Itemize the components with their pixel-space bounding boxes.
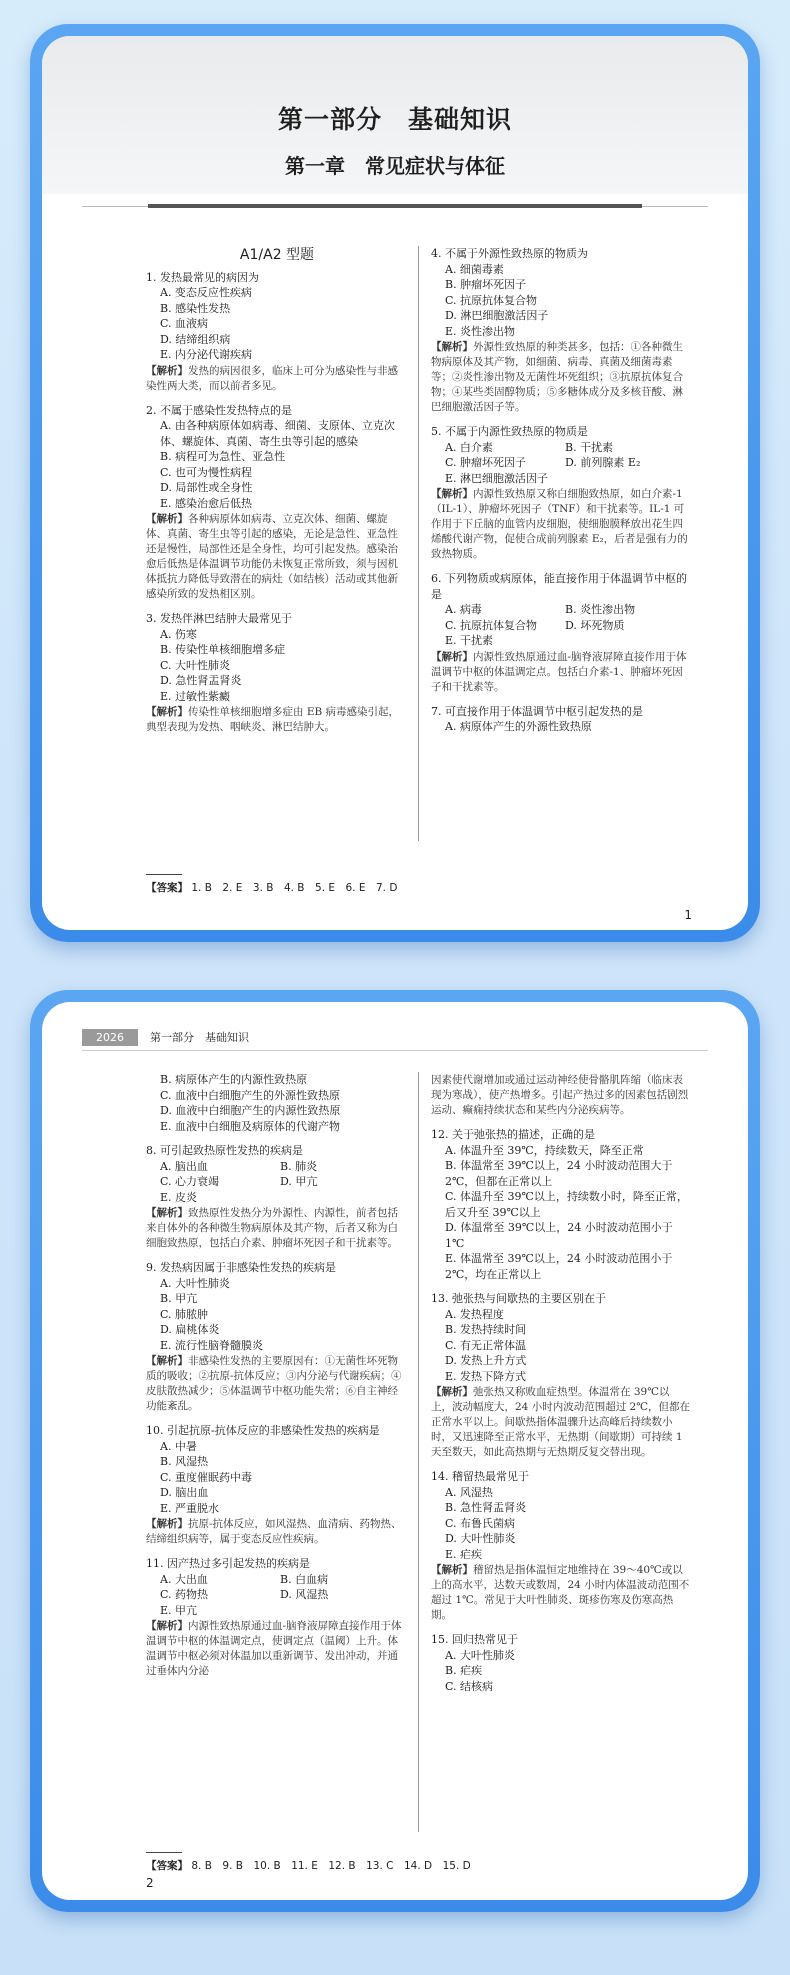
answer-option: A. 脑出血 [160, 1159, 208, 1173]
answer-option: C. 有无正常体温 [445, 1338, 527, 1352]
analysis-label: 【解析】 [146, 364, 188, 377]
answer-option: C. 药物热 [160, 1588, 209, 1601]
analysis-label: 【解析】 [146, 1620, 188, 1632]
answer-option: D. 大叶性肺炎 [445, 1532, 516, 1545]
running-header [82, 1026, 708, 1048]
left-column [146, 246, 418, 841]
option-row [431, 440, 690, 456]
answer-option: E. 炎性渗出物 [445, 324, 516, 338]
analysis-text: 非感染性发热的主要原因有：①无菌性坏死物质的吸收；②抗原-抗体反应；③内分泌与代谢疾病；④皮肤散热减少；⑤体温调节中枢功能失常；⑥自主神经功能紊乱。 [146, 1355, 402, 1412]
page-header [42, 36, 748, 194]
answer-option: D. 淋巴细胞激活因子 [445, 309, 549, 322]
answer-option: B. 疟疾 [445, 1664, 483, 1677]
answer-option: E. 流行性脑脊髓膜炎 [160, 1338, 264, 1352]
question-block [431, 1127, 690, 1282]
answer-option: D. 急性肾盂肾炎 [160, 674, 242, 687]
question-block [146, 1143, 408, 1251]
running-head-title: 第一部分 基础知识 [150, 1031, 249, 1044]
question-stem: 9. 发热病因属于非感染性发热的疾病是 [146, 1261, 336, 1274]
answer-analysis [431, 487, 690, 562]
answer-option: C. 体温升至 39℃以上，持续数小时，降至正常，后又升至 39℃以上 [445, 1190, 688, 1219]
answer-option: C. 也可为慢性病程 [160, 465, 253, 479]
analysis-label: 【解析】 [431, 1564, 473, 1576]
page-number: 2 [146, 1876, 154, 1890]
answer-option: A. 中暑 [160, 1439, 197, 1453]
answer-option: D. 扁桃体炎 [160, 1323, 220, 1336]
answer-analysis [431, 340, 690, 415]
question-stem: 12. 关于弛张热的描述，正确的是 [431, 1128, 595, 1141]
answer-option: D. 前列腺素 E₂ [565, 456, 641, 469]
question-stem: 3. 发热伴淋巴结肿大最常见于 [146, 612, 292, 625]
answer-option: B. 干扰素 [565, 440, 614, 454]
answer-option: D. 局部性或全身性 [160, 481, 253, 494]
answer-option: C. 心力衰竭 [160, 1175, 220, 1188]
question-block [146, 611, 408, 735]
answer-option: B. 急性肾盂肾炎 [445, 1501, 527, 1514]
answer-option: B. 肺炎 [280, 1159, 318, 1173]
question-block [431, 571, 690, 695]
option-row [431, 455, 690, 471]
answer-option: B. 风湿热 [160, 1455, 209, 1468]
answer-label: 【答案】 [146, 1860, 188, 1872]
answer-option: B. 甲亢 [160, 1292, 198, 1305]
answer-option: E. 皮炎 [160, 1190, 198, 1204]
right-column [418, 1072, 690, 1832]
question-stem: 13. 弛张热与间歇热的主要区别在于 [431, 1292, 606, 1305]
answer-option: C. 布鲁氏菌病 [445, 1516, 516, 1530]
answer-option: D. 结缔组织病 [160, 332, 231, 346]
answer-option: D. 甲亢 [280, 1175, 318, 1188]
analysis-text: 内源性致热原通过血-脑脊液屏障直接作用于体温调节中枢的体温调定点。包括白介素-1、肿瘤坏死因子和干扰素等。 [431, 650, 687, 693]
answer-key [146, 874, 397, 895]
answer-option: B. 炎性渗出物 [565, 603, 636, 616]
answer-label: 【答案】 [146, 882, 188, 894]
analysis-text: 外源性致热原的种类甚多，包括：①各种微生物病原体及其产物，如细菌、病毒、真菌及细菌毒素等；②炎性渗出物及无菌性坏死组织；③抗原抗体复合物；④某些类固醇物质；⑤多糖体成分及多核苷酸、淋巴细胞激活因子等。 [431, 341, 683, 413]
left-questions [146, 1072, 408, 1679]
question-stem: 5. 不属于内源性致热原的物质是 [431, 425, 588, 438]
answer-option: B. 白血病 [280, 1572, 329, 1586]
option-row [431, 602, 690, 618]
question-stem: 15. 回归热常见于 [431, 1633, 518, 1646]
answer-option: B. 发热持续时间 [445, 1323, 527, 1336]
question-block [431, 246, 690, 415]
answer-option: C. 血液病 [160, 317, 209, 330]
answer-option: C. 大叶性肺炎 [160, 658, 231, 672]
option-row [146, 1159, 408, 1175]
answer-analysis [146, 1206, 408, 1251]
question-stem: 1. 发热最常见的病因为 [146, 270, 259, 284]
question-stem: 6. 下列物质或病原体，能直接作用于体温调节中枢的是 [431, 572, 687, 601]
answer-option: E. 血液中白细胞及病原体的代谢产物 [160, 1119, 341, 1133]
answer-option: A. 变态反应性疾病 [160, 286, 252, 299]
question-block [431, 1073, 690, 1118]
answer-option: E. 内分泌代谢疾病 [160, 348, 253, 361]
answer-option: B. 传染性单核细胞增多症 [160, 643, 286, 656]
option-row [146, 1572, 408, 1588]
answer-list: 8. B 9. B 10. B 11. E 12. B 13. C 14. D 15. D [191, 1860, 471, 1872]
answer-option: A. 病原体产生的外源性致热原 [445, 720, 592, 733]
analysis-text: 发热的病因很多，临床上可分为感染性与非感染性两大类，而以前者多见。 [146, 364, 398, 392]
page-number: 1 [684, 908, 692, 922]
section-title: A1/A2 型题 [239, 247, 315, 263]
question-block [431, 1632, 690, 1694]
analysis-text: 各种病原体如病毒、立克次体、细菌、螺旋体、真菌、寄生虫等引起的感染，无论是急性、亚急性还是慢性，局部性还是全身性，均可引起发热。感染治愈后低热是体温调节功能仍未恢复正常所致，须与因机体抵抗力降低导致潜在的病灶（如结核）活动或其他新感染所致的发热相区别。 [146, 513, 398, 600]
page-frame-2 [30, 990, 760, 1912]
answer-option: D. 坏死物质 [565, 618, 625, 632]
answer-option: A. 体温升至 39℃，持续数天，降至正常 [445, 1143, 644, 1157]
question-columns [146, 1072, 706, 1832]
question-columns [146, 246, 706, 841]
analysis-label: 【解析】 [146, 513, 188, 525]
analysis-text: 稽留热是指体温恒定地维持在 39～40℃或以上的高水平，达数天或数周，24 小时内体温波动范围不超过 1℃。常见于大叶性肺炎、斑疹伤寒及伤寒高热期。 [431, 1564, 690, 1621]
question-stem: 10. 引起抗原-抗体反应的非感染性发热的疾病是 [146, 1424, 380, 1437]
question-block [431, 1469, 690, 1623]
question-block [146, 1556, 408, 1679]
answer-option: E. 疟疾 [445, 1547, 483, 1561]
answer-list: 1. B 2. E 3. B 4. B 5. E 6. E 7. D [191, 882, 398, 894]
answer-rule [146, 1852, 182, 1853]
answer-option: A. 大出血 [160, 1572, 208, 1586]
question-block [146, 1072, 408, 1134]
option-row [146, 1174, 408, 1190]
answer-option: B. 肿瘤坏死因子 [445, 278, 527, 291]
answer-option: E. 甲亢 [160, 1603, 198, 1617]
answer-option: C. 抗原抗体复合物 [445, 293, 538, 307]
answer-option: A. 发热程度 [445, 1307, 504, 1321]
answer-analysis [146, 1354, 408, 1414]
analysis-label: 【解析】 [146, 706, 188, 718]
left-questions [146, 270, 408, 736]
answer-option: E. 淋巴细胞激活因子 [445, 471, 549, 485]
answer-option: A. 白介素 [445, 440, 493, 454]
answer-option: E. 干扰素 [445, 634, 494, 647]
question-stem: 8. 可引起致热原性发热的疾病是 [146, 1144, 303, 1157]
analysis-text: 内源性致热原又称白细胞致热原，如白介素-1（IL-1）、肿瘤坏死因子（TNF）和干扰素等。IL-1 可作用于下丘脑的血管内皮细胞，使细胞膜释放出花生四烯酸代谢产物，促使合成前列腺素 E₂，后者是强有力的致热物质。 [431, 488, 688, 560]
question-stem: 7. 可直接作用于体温调节中枢引起发热的是 [431, 704, 643, 718]
answer-analysis [146, 512, 408, 602]
analysis-text: 传染性单核细胞增多症由 EB 病毒感染引起，典型表现为发热、咽峡炎、淋巴结肿大。 [146, 706, 400, 733]
answer-option: C. 重度催眠药中毒 [160, 1470, 253, 1484]
answer-key [146, 1852, 471, 1873]
analysis-text: 内源性致热原通过血-脑脊液屏障直接作用于体温调节中枢的体温调定点，使调定点（温阈）上升。体温调节中枢必须对体温加以重新调节、发出冲动，并通过垂体内分泌 [146, 1620, 402, 1677]
question-block [146, 403, 408, 603]
question-block [146, 1260, 408, 1414]
part-title: 第一部分 基础知识 [277, 105, 512, 134]
analysis-label: 【解析】 [431, 341, 473, 353]
answer-analysis [431, 650, 690, 695]
answer-analysis [146, 364, 408, 394]
answer-option: A. 病毒 [445, 603, 482, 616]
analysis-label: 【解析】 [146, 1207, 188, 1219]
header-divider [148, 204, 642, 208]
analysis-label: 【解析】 [431, 650, 473, 663]
answer-option: D. 风湿热 [280, 1588, 329, 1601]
answer-option: C. 肺脓肿 [160, 1307, 209, 1321]
answer-option: A. 风湿热 [445, 1485, 493, 1499]
answer-option: B. 病程可为急性、亚急性 [160, 450, 286, 463]
answer-option: B. 体温常至 39℃以上，24 小时波动范围大于 2℃，但都在正常以上 [445, 1159, 673, 1188]
answer-option: D. 发热上升方式 [445, 1354, 527, 1367]
answer-option: A. 大叶性肺炎 [445, 1648, 515, 1662]
left-column [146, 1072, 418, 1832]
answer-analysis [146, 1619, 408, 1679]
question-block [431, 704, 690, 735]
answer-option: E. 发热下降方式 [445, 1369, 527, 1383]
answer-option: B. 病原体产生的内源性致热原 [160, 1073, 308, 1086]
analysis-text: 致热原性发热分为外源性、内源性，前者包括来自体外的各种微生物病原体及其产物，后者又称为白细胞致热原，包括白介素、肿瘤坏死因子和干扰素等。 [146, 1207, 398, 1249]
answer-option: D. 脑出血 [160, 1486, 209, 1499]
answer-analysis [431, 1385, 690, 1460]
question-stem: 4. 不属于外源性致热原的物质为 [431, 247, 588, 260]
question-block [431, 424, 690, 562]
right-questions [431, 1073, 690, 1694]
analysis-label: 【解析】 [431, 1386, 473, 1398]
book-page-2 [42, 1002, 748, 1900]
year-badge: 2026 [82, 1029, 138, 1046]
analysis-label: 【解析】 [431, 488, 473, 500]
answer-option: B. 感染性发热 [160, 301, 231, 315]
answer-option: D. 血液中白细胞产生的内源性致热原 [160, 1104, 341, 1117]
header-divider [82, 1050, 708, 1051]
book-page-1 [42, 36, 748, 930]
right-questions [431, 246, 690, 735]
analysis-text: 抗原-抗体反应，如风湿热、血清病、药物热、结缔组织病等，属于变态反应性疾病。 [146, 1518, 402, 1545]
analysis-continued: 因素使代谢增加或通过运动神经使骨骼肌阵缩（临床表现为寒战），使产热增多。引起产热过多的因素包括剧烈运动、癫痫持续状态和某些内分泌疾病等。 [431, 1074, 689, 1116]
answer-option: A. 由各种病原体如病毒、细菌、支原体、立克次体、螺旋体、真菌、寄生虫等引起的感染 [160, 419, 395, 448]
question-stem: 2. 不属于感染性发热特点的是 [146, 403, 292, 417]
option-row [431, 618, 690, 634]
answer-option: E. 严重脱水 [160, 1501, 220, 1515]
answer-option: E. 感染治愈后低热 [160, 496, 253, 510]
answer-option: A. 细菌毒素 [445, 262, 504, 276]
answer-option: C. 结核病 [445, 1679, 494, 1693]
analysis-label: 【解析】 [146, 1518, 188, 1530]
answer-option: E. 过敏性紫癜 [160, 689, 231, 703]
chapter-title: 第一章 常见症状与体征 [285, 154, 505, 178]
answer-option: D. 体温常至 39℃以上，24 小时波动范围小于 1℃ [445, 1221, 673, 1250]
answer-analysis [146, 705, 408, 735]
analysis-text: 弛张热又称败血症热型。体温常在 39℃以上，波动幅度大，24 小时内波动范围超过 2℃，但都在正常水平以上。间歇热指体温骤升达高峰后持续数小时，又迅速降至正常水平，无热期（间歇期）可持续 1 天至数天，如此高热期与无热期反复交替出现。 [431, 1386, 690, 1458]
page-frame-1 [30, 24, 760, 942]
answer-option: C. 血液中白细胞产生的外源性致热原 [160, 1088, 341, 1102]
answer-option: C. 抗原抗体复合物 [445, 618, 538, 632]
question-stem: 14. 稽留热最常见于 [431, 1470, 529, 1483]
answer-rule [146, 874, 182, 875]
answer-analysis [146, 1517, 408, 1547]
question-block [146, 270, 408, 394]
answer-analysis [431, 1563, 690, 1623]
question-block [146, 1423, 408, 1547]
question-block [431, 1291, 690, 1460]
question-stem: 11. 因产热过多引起发热的疾病是 [146, 1557, 310, 1570]
right-column [418, 246, 690, 841]
answer-option: C. 肿瘤坏死因子 [445, 456, 527, 469]
option-row [146, 1587, 408, 1603]
answer-option: A. 伤寒 [160, 627, 197, 641]
answer-option: E. 体温常至 39℃以上，24 小时波动范围小于 2℃，均在正常以上 [445, 1252, 673, 1281]
analysis-label: 【解析】 [146, 1355, 188, 1367]
answer-option: A. 大叶性肺炎 [160, 1276, 230, 1290]
